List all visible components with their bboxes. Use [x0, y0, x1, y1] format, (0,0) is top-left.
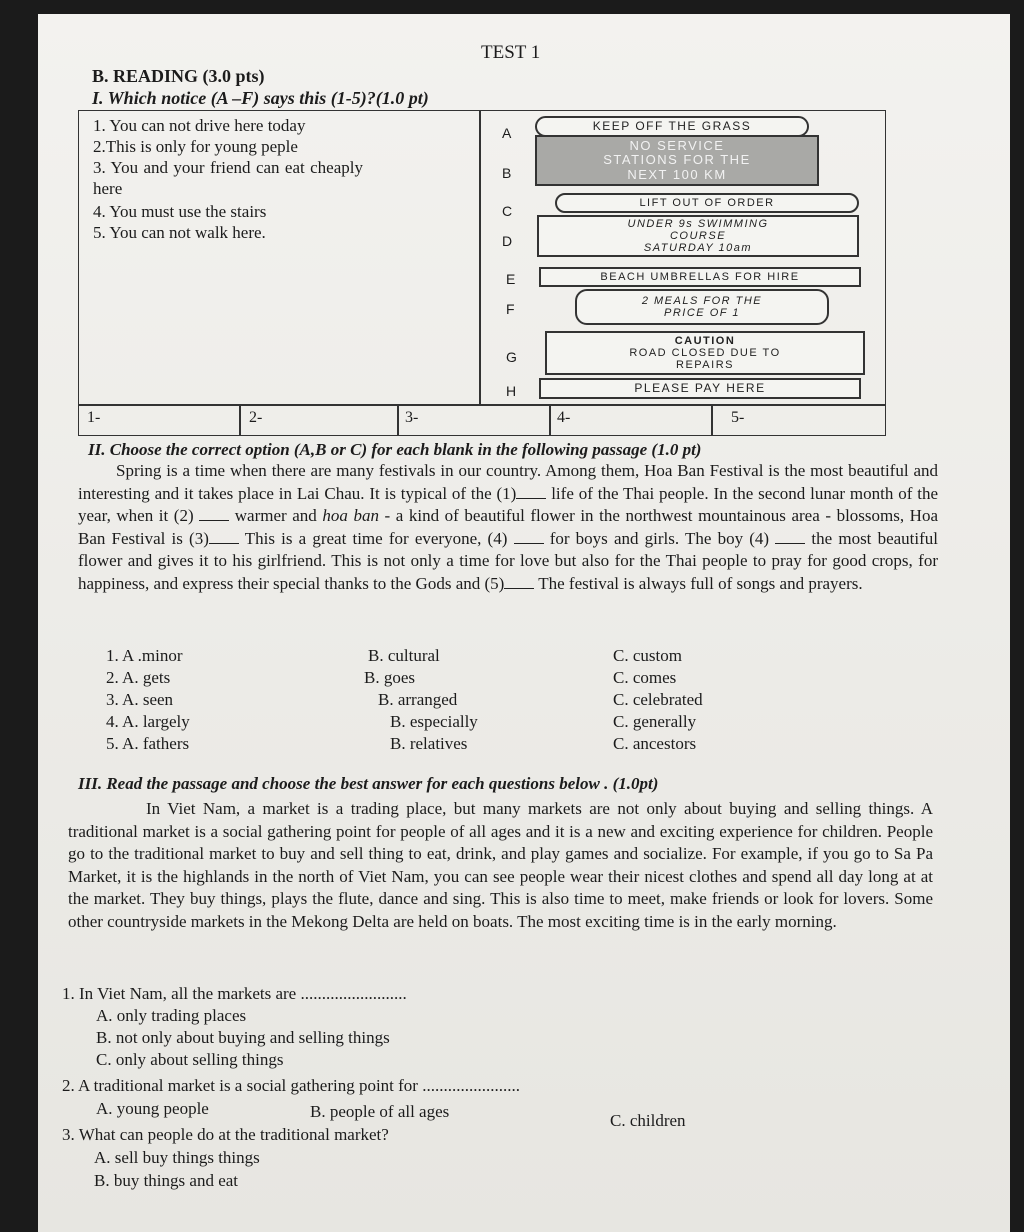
- option-3c: C. celebrated: [613, 690, 703, 709]
- answer-cell-1: 1-: [87, 409, 101, 426]
- statement-1: 1. You can not drive here today: [93, 116, 306, 135]
- notice-b-line: STATIONS FOR THE: [603, 152, 751, 168]
- part3-heading: III. Read the passage and choose the best answer for each questions below . (1.0pt): [78, 774, 659, 793]
- statement-5: 5. You can not walk here.: [93, 223, 266, 242]
- notice-letter-b: B: [502, 165, 512, 181]
- notice-f-line: 2 MEALS FOR THE: [641, 295, 763, 307]
- answer-cell-2: 2-: [249, 409, 263, 426]
- answer-cell-divider: [397, 404, 399, 435]
- notice-sign-c: [555, 193, 859, 213]
- blank-5: [504, 588, 534, 589]
- notice-letter-f: F: [506, 301, 515, 317]
- passage-text: the most beautiful flower and gives it to his girlfriend. This is not only a time for love but also for the Thai people to pray for good crops, for happiness, and express their special thanks to the Gods and (5): [78, 528, 938, 593]
- part2-heading: II. Choose the correct option (A,B or C) for each blank in the following passage (1.0 pt): [88, 440, 702, 459]
- passage-text: warmer and: [229, 506, 323, 525]
- q1-option-c: C. only about selling things: [96, 1050, 284, 1069]
- notice-g-line: CAUTION: [674, 335, 736, 347]
- passage-text: This is a great time for everyone, (4): [238, 528, 514, 548]
- blank-4: [514, 543, 544, 544]
- part2-passage: [78, 460, 938, 595]
- notice-a-line: KEEP OFF THE GRASS: [592, 119, 752, 133]
- q3-option-a: A. sell buy things things: [94, 1148, 260, 1167]
- notice-sign-f: [575, 289, 829, 325]
- column-divider: [479, 111, 481, 404]
- notice-d-line: SATURDAY 10am: [643, 242, 753, 255]
- notice-g-line: REPAIRS: [676, 359, 734, 372]
- q2-option-c: C. children: [610, 1111, 686, 1130]
- option-2a: 2. A. gets: [106, 668, 171, 687]
- option-1a: 1. A .minor: [106, 646, 183, 665]
- notice-d-line: COURSE: [669, 230, 727, 243]
- blank-4b: [775, 543, 805, 544]
- statement-3: 3. You and your friend can eat cheaply here: [93, 158, 363, 198]
- notice-letter-c: C: [502, 203, 513, 219]
- option-3a: 3. A. seen: [106, 690, 174, 709]
- option-5c: C. ancestors: [613, 734, 697, 753]
- q2-option-b: B. people of all ages: [310, 1102, 450, 1121]
- passage-text: for boys and girls. The boy (4): [543, 528, 776, 548]
- q3-stem: 3. What can people do at the traditional market?: [62, 1125, 389, 1144]
- notice-b-line: NO SERVICE: [629, 138, 725, 153]
- notice-h-line: PLEASE PAY HERE: [634, 381, 766, 395]
- notice-sign-a: [535, 116, 809, 137]
- blank-3: [209, 543, 239, 544]
- option-5b: B. relatives: [390, 734, 468, 753]
- blank-1: [516, 498, 546, 499]
- option-4b: B. especially: [390, 712, 478, 731]
- section-b-heading: B. READING (3.0 pts): [92, 66, 265, 86]
- notice-c-line: LIFT OUT OF ORDER: [639, 197, 775, 209]
- notice-letter-g: G: [506, 349, 517, 365]
- answer-cell-5: 5-: [731, 409, 745, 426]
- option-4c: C. generally: [613, 712, 697, 731]
- test-title: TEST 1: [481, 42, 541, 63]
- answer-cell-4: 4-: [557, 409, 571, 426]
- option-1b: B. cultural: [368, 646, 440, 665]
- option-2c: C. comes: [613, 668, 677, 687]
- answer-row-divider: [79, 404, 885, 406]
- statement-4: 4. You must use the stairs: [93, 202, 267, 221]
- exam-paper: [38, 14, 1010, 1232]
- notice-sign-h: [539, 378, 861, 399]
- statement-2: 2.This is only for young peple: [93, 137, 298, 156]
- passage-italic-term: hoa ban: [322, 506, 379, 525]
- answer-cell-divider: [239, 404, 241, 435]
- notice-letter-h: H: [506, 383, 517, 399]
- passage-text: Spring is a time when there are many festivals in our country. Among them, Hoa Ban Festival is the most beautiful and interesting and it takes place in Lai Chau. It is typical of the (1): [78, 461, 938, 503]
- notice-b-line: NEXT 100 KM: [627, 166, 727, 182]
- option-1c: C. custom: [613, 646, 682, 665]
- option-4a: 4. A. largely: [106, 712, 190, 731]
- part3-passage: In Viet Nam, a market is a trading place, but many markets are not only about buying and selling things. A traditional market is a social gathering point for people of all ages and it is a new and exciting experience for children. People go to the traditional market to buy and sell thing to eat, drink, and play games and socialize. For example, if you go to Sa Pa Market, it is the highlands in the north of Viet Nam, you can see people wear their nicest clothes and spend all day long at at the market. They buy things, plays the flute, dance and sing. This is also time to meet, make friends or look for lovers. Some other countryside markets in the Mekong Delta are held on boats. The most exciting time is in the early morning.: [68, 799, 933, 931]
- answer-cell-divider: [711, 404, 713, 435]
- notice-letter-d: D: [502, 233, 513, 249]
- part1-heading: I. Which notice (A –F) says this (1-5)?(1.0 pt): [92, 88, 429, 108]
- q2-stem: 2. A traditional market is a social gathering point for .......................: [62, 1076, 520, 1095]
- notice-sign-b: [535, 135, 819, 186]
- matching-table: [78, 110, 886, 436]
- answer-cell-divider: [549, 404, 551, 435]
- notice-letter-e: E: [506, 271, 516, 287]
- q3-option-b: B. buy things and eat: [94, 1171, 239, 1190]
- passage-text: - a kind of beautiful flower in the northwest mountainous area - blossoms, Hoa Ban Festival is (3): [78, 506, 938, 548]
- notice-d-line: UNDER 9s SWIMMING: [627, 218, 769, 230]
- q1-stem: 1. In Viet Nam, all the markets are .........................: [62, 984, 407, 1003]
- notice-e-line: BEACH UMBRELLAS FOR HIRE: [600, 271, 800, 283]
- notice-sign-g: [545, 331, 865, 375]
- notice-f-line: PRICE OF 1: [664, 307, 740, 320]
- notice-letter-a: A: [502, 125, 512, 141]
- q1-option-a: A. only trading places: [96, 1006, 247, 1025]
- notice-sign-d: [537, 215, 859, 257]
- option-2b: B. goes: [364, 668, 415, 687]
- notice-sign-e: [539, 267, 861, 287]
- option-3b: B. arranged: [378, 690, 458, 709]
- option-5a: 5. A. fathers: [106, 734, 190, 753]
- q1-option-b: B. not only about buying and selling things: [96, 1028, 390, 1047]
- blank-2: [199, 520, 229, 521]
- answer-cell-3: 3-: [405, 409, 419, 426]
- q2-option-a: A. young people: [96, 1099, 209, 1118]
- passage-text: The festival is always full of songs and prayers.: [534, 573, 863, 593]
- notice-g-line: ROAD CLOSED DUE TO: [629, 347, 781, 360]
- passage-text: life of the Thai people. In the second lunar month of the year, when it (2): [78, 483, 939, 525]
